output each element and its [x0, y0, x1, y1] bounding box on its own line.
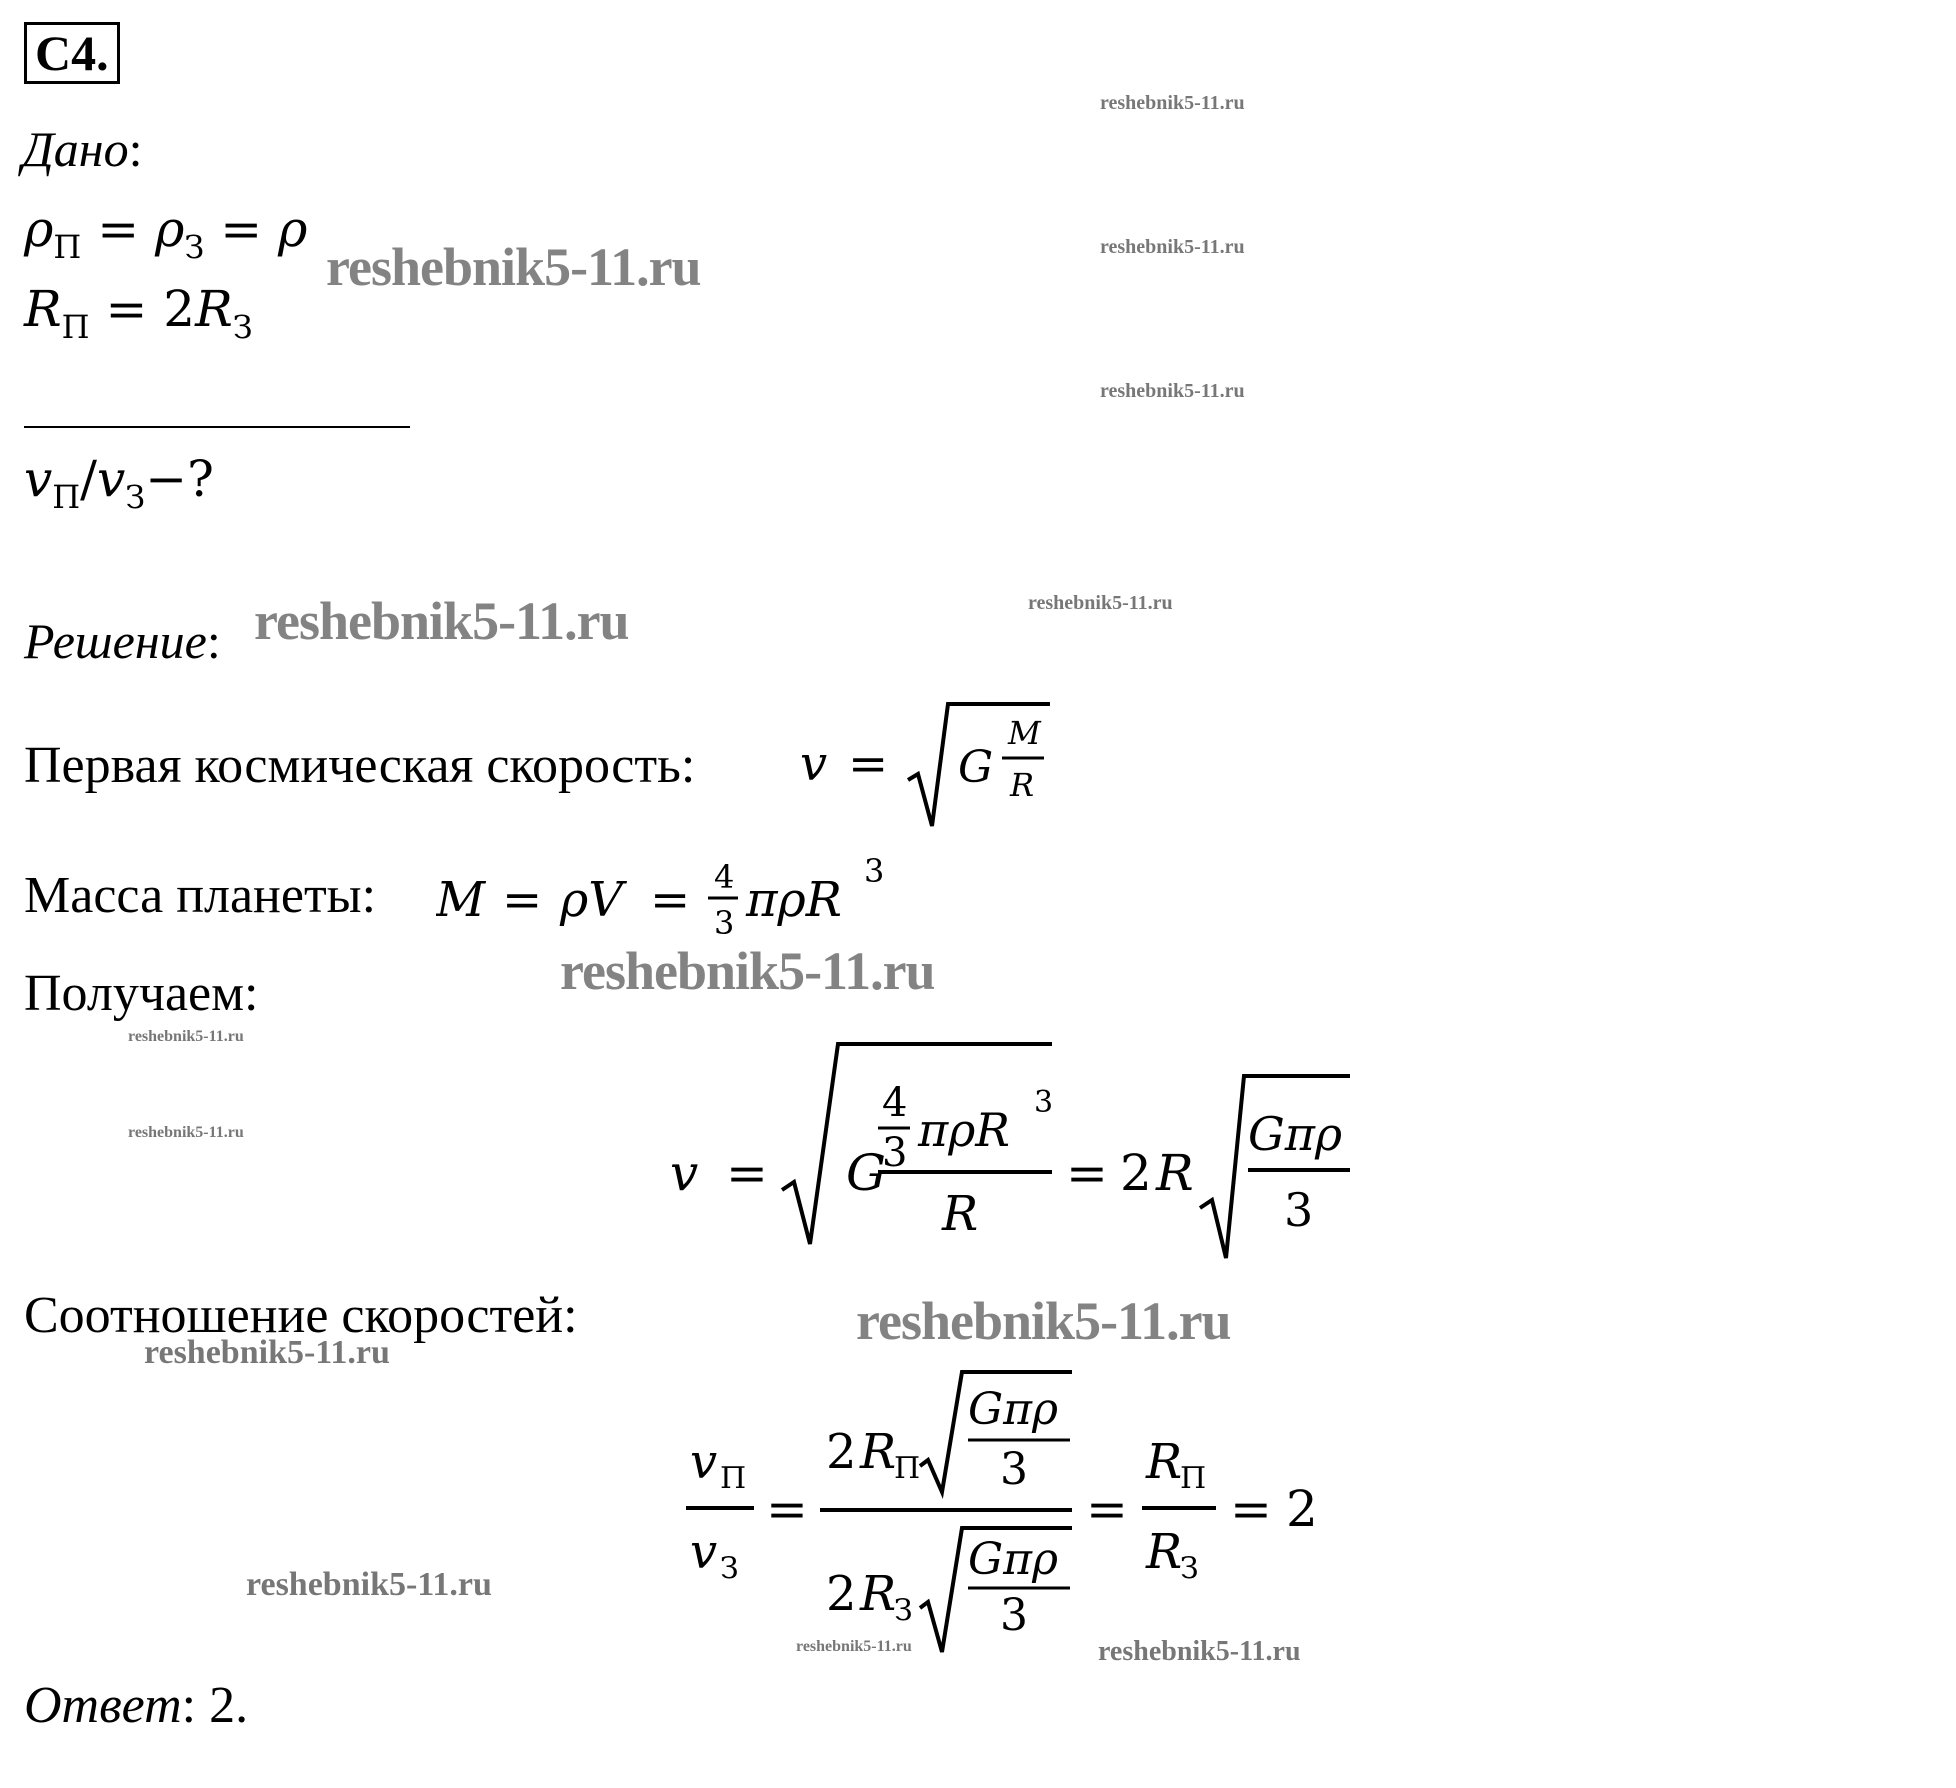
svg-text:П: П — [720, 1461, 747, 1496]
svg-text:ρV: ρV — [560, 872, 623, 928]
watermark: reshebnik5-11.ru — [560, 941, 935, 1001]
watermark: reshebnik5-11.ru — [246, 1566, 492, 1603]
svg-text:R: R — [1156, 1144, 1194, 1202]
ratio-formula — [680, 1368, 1340, 1668]
svg-text:G: G — [846, 1144, 886, 1202]
svg-text:R: R — [860, 1566, 897, 1622]
watermark: reshebnik5-11.ru — [128, 1028, 244, 1045]
svg-text:П: П — [1180, 1461, 1207, 1496]
obtain-text: Получаем: — [24, 965, 259, 1022]
svg-text:R: R — [1146, 1524, 1183, 1580]
watermark: reshebnik5-11.ru — [326, 237, 701, 297]
given-heading-word: Дано — [22, 121, 129, 177]
svg-text:Gπρ: Gπρ — [1248, 1107, 1343, 1161]
svg-text:З: З — [720, 1551, 739, 1586]
given-line-2: $R_П = 2R_З$ — [24, 280, 253, 346]
answer-value: : 2. — [181, 1677, 249, 1734]
svg-text:2: 2 — [1286, 1480, 1318, 1538]
svg-text:=: = — [848, 736, 889, 792]
svg-text:3: 3 — [1000, 1444, 1028, 1495]
first-velocity-formula — [800, 700, 1060, 830]
svg-text:4: 4 — [882, 1080, 908, 1126]
svg-text:=: = — [502, 872, 543, 928]
solution-heading-word: Решение — [24, 613, 207, 669]
first-velocity-svg — [800, 700, 1060, 830]
velocity-formula — [660, 1040, 1360, 1260]
svg-text:=: = — [1230, 1480, 1272, 1538]
svg-text:2: 2 — [1120, 1144, 1152, 1202]
find-line: $v_П/v_З-$? — [24, 450, 214, 516]
watermark: reshebnik5-11.ru — [856, 1291, 1231, 1351]
watermark: reshebnik5-11.ru — [796, 1638, 912, 1655]
velocity-svg — [660, 1040, 1360, 1260]
svg-text:2: 2 — [826, 1566, 857, 1622]
svg-text:=: = — [726, 1144, 768, 1202]
svg-text:=: = — [766, 1480, 808, 1538]
svg-text:v: v — [690, 1524, 718, 1580]
svg-text:πρR: πρR — [746, 872, 842, 928]
watermark: reshebnik5-11.ru — [128, 1124, 244, 1141]
watermark: reshebnik5-11.ru — [1100, 236, 1245, 258]
first-velocity-text: Первая космическая скорость: — [24, 737, 696, 794]
problem-label: C4. — [24, 22, 120, 84]
svg-text:3: 3 — [714, 904, 735, 942]
svg-text:Gπρ: Gπρ — [968, 1534, 1058, 1585]
svg-text:πρR: πρR — [918, 1103, 1010, 1157]
svg-text:G: G — [958, 742, 994, 793]
watermark: reshebnik5-11.ru — [144, 1334, 390, 1371]
svg-text:v: v — [800, 736, 828, 792]
svg-text:З: З — [1180, 1551, 1199, 1586]
svg-text:M: M — [1008, 714, 1041, 752]
solution-heading — [24, 612, 221, 670]
svg-text:R: R — [1146, 1434, 1183, 1490]
svg-text:3: 3 — [1034, 1085, 1054, 1120]
svg-text:R: R — [1010, 766, 1035, 804]
svg-text:=: = — [1066, 1144, 1108, 1202]
given-separator — [24, 426, 410, 428]
svg-text:R: R — [942, 1186, 979, 1242]
svg-text:2: 2 — [826, 1424, 857, 1480]
mass-text: Масса планеты: — [24, 867, 377, 924]
svg-text:3: 3 — [1284, 1183, 1314, 1237]
watermark: reshebnik5-11.ru — [1028, 592, 1173, 614]
given-heading — [22, 120, 143, 178]
svg-text:З: З — [894, 1593, 913, 1628]
svg-text:3: 3 — [1000, 1590, 1028, 1641]
svg-text:П: П — [894, 1451, 921, 1486]
given-heading-colon: : — [128, 121, 143, 177]
watermark: reshebnik5-11.ru — [1100, 92, 1245, 114]
watermark: reshebnik5-11.ru — [254, 591, 629, 651]
svg-text:M: M — [436, 872, 486, 928]
svg-text:3: 3 — [882, 1130, 908, 1176]
svg-text:v: v — [690, 1434, 718, 1490]
svg-text:Gπρ: Gπρ — [968, 1384, 1058, 1435]
given-line-1: $\rho_П = \rho_З = \rho$ — [24, 200, 308, 266]
answer-heading: Ответ — [24, 1677, 182, 1734]
svg-text:=: = — [650, 872, 691, 928]
svg-text:4: 4 — [714, 858, 735, 896]
svg-text:3: 3 — [864, 852, 885, 890]
svg-text:R: R — [860, 1424, 897, 1480]
solution-heading-colon: : — [206, 613, 221, 669]
answer-line — [24, 1676, 248, 1735]
svg-text:v: v — [670, 1144, 699, 1202]
svg-text:=: = — [1086, 1480, 1128, 1538]
watermark: reshebnik5-11.ru — [1100, 380, 1245, 402]
ratio-svg — [680, 1368, 1340, 1668]
ratio-text: Соотношение скоростей: — [24, 1287, 578, 1344]
watermark: reshebnik5-11.ru — [1098, 1636, 1301, 1667]
